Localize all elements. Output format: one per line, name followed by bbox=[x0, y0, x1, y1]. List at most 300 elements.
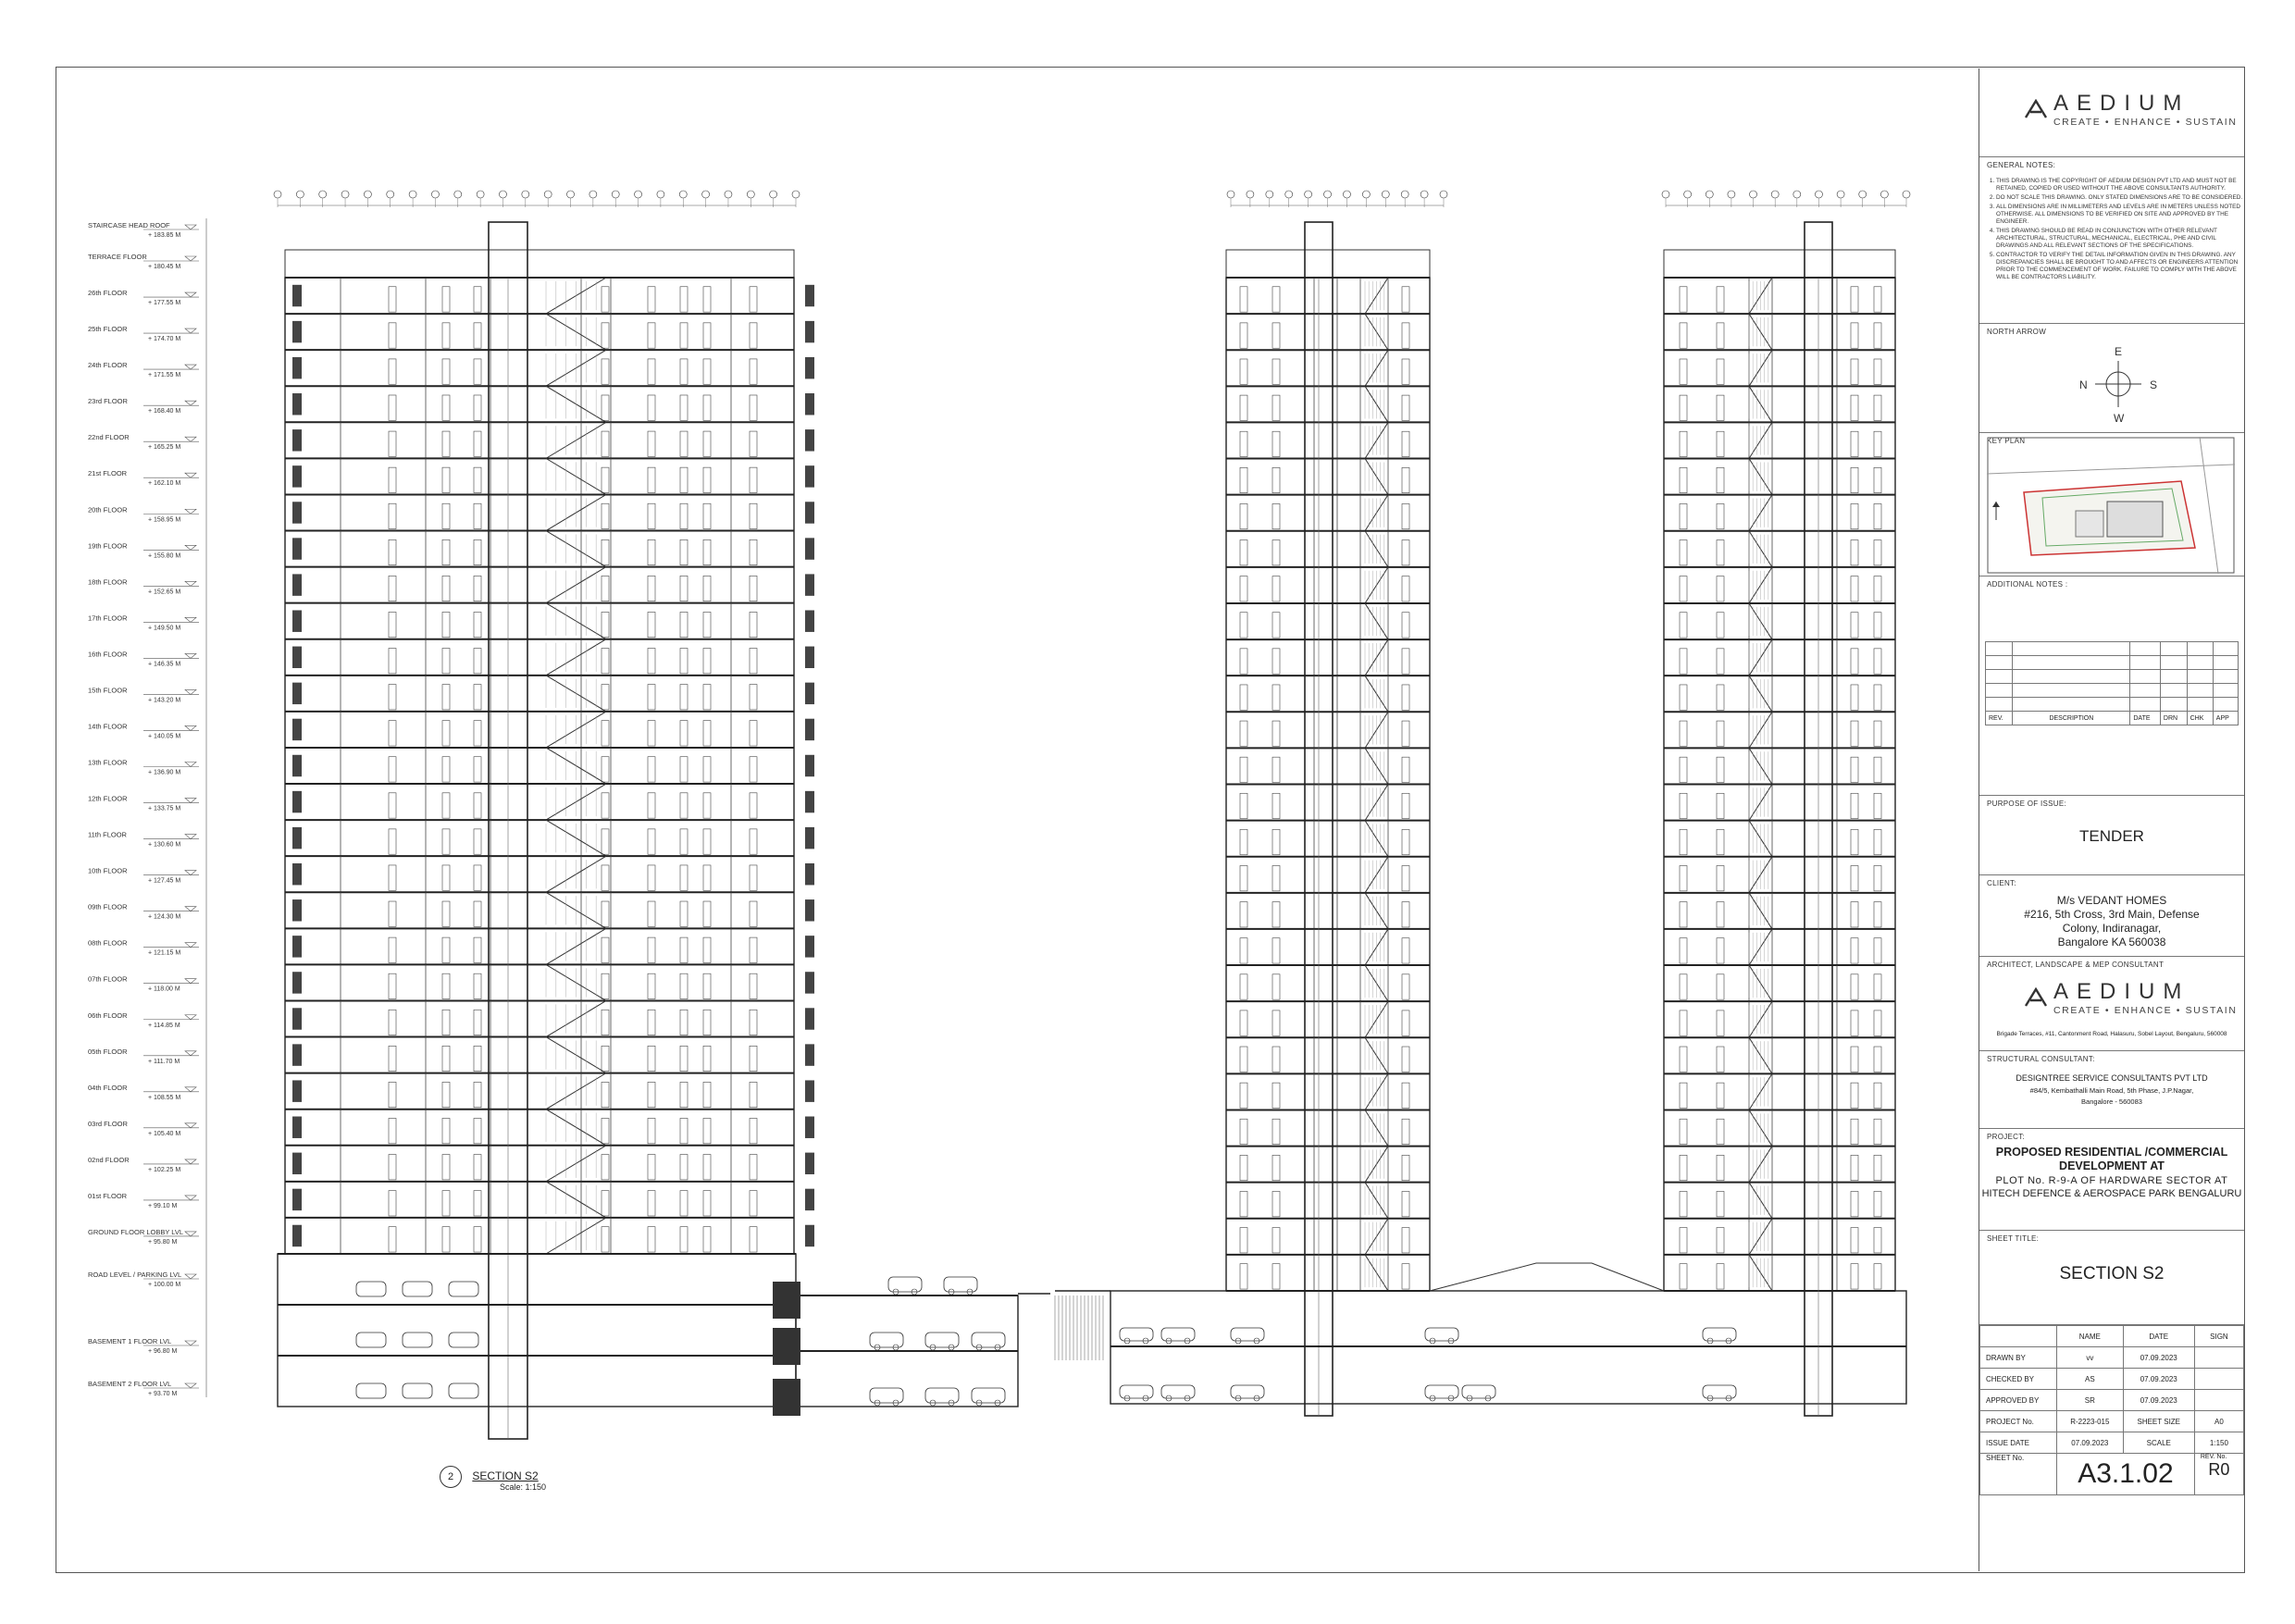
level-name: 23rd FLOOR bbox=[88, 397, 128, 406]
door bbox=[1680, 685, 1687, 710]
door bbox=[1680, 829, 1687, 854]
grid-bubble bbox=[1382, 191, 1389, 198]
level-name: 07th FLOOR bbox=[88, 974, 128, 984]
door bbox=[389, 1155, 396, 1180]
door bbox=[750, 1046, 757, 1071]
door bbox=[1680, 1119, 1687, 1144]
door bbox=[442, 937, 450, 962]
north-arrow-box bbox=[1979, 324, 2244, 433]
door bbox=[389, 685, 396, 710]
door bbox=[1680, 938, 1687, 963]
door bbox=[1272, 287, 1280, 312]
level-triangle bbox=[185, 1123, 196, 1128]
rev-no: R0 bbox=[2208, 1460, 2230, 1479]
parked-car bbox=[403, 1333, 432, 1347]
project-line: PLOT No. R-9-A OF HARDWARE SECTOR AT bbox=[1995, 1175, 2228, 1186]
door bbox=[389, 359, 396, 384]
level-triangle bbox=[185, 1051, 196, 1056]
door bbox=[1402, 721, 1409, 746]
door bbox=[474, 793, 481, 818]
door bbox=[1272, 467, 1280, 492]
client-address bbox=[1979, 894, 2244, 949]
level-value: + 95.80 M bbox=[148, 1238, 178, 1246]
window-pane bbox=[805, 647, 814, 668]
door bbox=[1272, 865, 1280, 890]
door bbox=[1680, 1191, 1687, 1216]
door bbox=[750, 612, 757, 637]
parked-car bbox=[356, 1282, 386, 1296]
level-triangle bbox=[185, 256, 196, 261]
compass-e: E bbox=[2115, 345, 2123, 358]
parked-car bbox=[1120, 1385, 1153, 1398]
door bbox=[1717, 1228, 1724, 1253]
note-item: 2. DO NOT SCALE THIS DRAWING. ONLY STATED DIMENSIONS ARE TO BE CONSIDERED. bbox=[1996, 194, 2244, 202]
door bbox=[474, 901, 481, 926]
door bbox=[602, 576, 609, 601]
window-pane bbox=[805, 1008, 814, 1029]
door bbox=[1240, 1264, 1247, 1289]
drawn-by-sign bbox=[2194, 1347, 2243, 1369]
level-name: 26th FLOOR bbox=[88, 289, 128, 298]
door bbox=[1402, 757, 1409, 782]
level-name: 01st FLOOR bbox=[88, 1191, 128, 1200]
door bbox=[1717, 323, 1724, 348]
door bbox=[389, 1082, 396, 1107]
door bbox=[1272, 902, 1280, 927]
roof-parapet bbox=[1664, 250, 1895, 278]
door bbox=[1240, 540, 1247, 565]
door bbox=[474, 721, 481, 746]
aedium-mark-icon bbox=[2024, 987, 2048, 1008]
level-value: + 165.25 M bbox=[148, 444, 181, 452]
door bbox=[1874, 576, 1881, 601]
door bbox=[1272, 757, 1280, 782]
door bbox=[389, 1046, 396, 1071]
door bbox=[474, 431, 481, 456]
door bbox=[680, 503, 688, 528]
level-triangle bbox=[185, 617, 196, 622]
door bbox=[1402, 1155, 1409, 1180]
door bbox=[602, 973, 609, 998]
roof-parapet bbox=[1226, 250, 1430, 278]
door bbox=[1680, 1264, 1687, 1289]
compass-s: S bbox=[2150, 378, 2158, 391]
door bbox=[1874, 1264, 1881, 1289]
tower-a-section bbox=[278, 222, 814, 1439]
door bbox=[1851, 395, 1858, 420]
door bbox=[648, 901, 655, 926]
door bbox=[648, 1046, 655, 1071]
grid-bubble bbox=[702, 191, 710, 198]
sheet-no: A3.1.02 bbox=[2057, 1454, 2195, 1495]
door bbox=[602, 612, 609, 637]
level-triangle bbox=[185, 225, 196, 229]
door bbox=[1680, 757, 1687, 782]
door bbox=[1240, 323, 1247, 348]
level-value: + 183.85 M bbox=[148, 232, 181, 239]
door bbox=[1240, 503, 1247, 528]
door bbox=[680, 1191, 688, 1216]
door bbox=[602, 431, 609, 456]
door bbox=[1272, 1083, 1280, 1108]
door bbox=[680, 1227, 688, 1252]
window-pane bbox=[292, 791, 302, 812]
window-pane bbox=[292, 1189, 302, 1210]
door bbox=[1272, 829, 1280, 854]
door bbox=[474, 685, 481, 710]
door bbox=[1402, 649, 1409, 674]
door bbox=[602, 539, 609, 564]
door bbox=[1402, 1264, 1409, 1289]
parked-car bbox=[1231, 1328, 1264, 1341]
door bbox=[648, 1155, 655, 1180]
door bbox=[648, 359, 655, 384]
client-line: Bangalore KA 560038 bbox=[2057, 936, 2166, 948]
door bbox=[680, 1010, 688, 1035]
door bbox=[602, 359, 609, 384]
window-pane bbox=[805, 1225, 814, 1246]
structural-address: #84/5, Kembathalli Main Road, 5th Phase, J.P.Nagar, bbox=[2029, 1086, 2194, 1095]
door bbox=[1272, 1010, 1280, 1035]
parked-car bbox=[1462, 1385, 1495, 1398]
door bbox=[1680, 1047, 1687, 1072]
door bbox=[474, 503, 481, 528]
level-name: 15th FLOOR bbox=[88, 686, 128, 695]
grid-bubble bbox=[1771, 191, 1779, 198]
door bbox=[1874, 1047, 1881, 1072]
architect-label: ARCHITECT, LANDSCAPE & MEP CONSULTANT bbox=[1987, 961, 2165, 969]
grid-bubble bbox=[679, 191, 687, 198]
window-pane bbox=[805, 719, 814, 740]
door bbox=[648, 431, 655, 456]
door bbox=[1402, 938, 1409, 963]
parked-car bbox=[1425, 1385, 1458, 1398]
door bbox=[1680, 359, 1687, 384]
window-pane bbox=[292, 538, 302, 559]
ramp-hatch bbox=[773, 1379, 800, 1416]
door bbox=[442, 359, 450, 384]
door bbox=[389, 829, 396, 854]
level-triangle bbox=[185, 871, 196, 875]
level-value: + 140.05 M bbox=[148, 733, 181, 740]
door bbox=[442, 649, 450, 674]
level-triangle bbox=[185, 473, 196, 477]
structural-label: STRUCTURAL CONSULTANT: bbox=[1987, 1055, 2095, 1063]
section-title: SECTION S2 bbox=[472, 1469, 539, 1482]
door bbox=[703, 1010, 711, 1035]
door bbox=[602, 793, 609, 818]
door bbox=[680, 757, 688, 782]
level-value: + 143.20 M bbox=[148, 697, 181, 704]
door bbox=[1680, 1083, 1687, 1108]
door bbox=[648, 503, 655, 528]
checked-by-date: 07.09.2023 bbox=[2123, 1369, 2194, 1390]
level-name: 11th FLOOR bbox=[88, 830, 127, 839]
door bbox=[389, 612, 396, 637]
door bbox=[1680, 431, 1687, 456]
door bbox=[1874, 540, 1881, 565]
door bbox=[1680, 540, 1687, 565]
door bbox=[1717, 540, 1724, 565]
door bbox=[474, 467, 481, 492]
door bbox=[703, 937, 711, 962]
section-scale: Scale: 1:150 bbox=[500, 1482, 547, 1492]
level-triangle bbox=[185, 1087, 196, 1092]
window-pane bbox=[805, 791, 814, 812]
door bbox=[680, 865, 688, 890]
grid-bubble bbox=[274, 191, 281, 198]
grid-bubble bbox=[296, 191, 304, 198]
window-pane bbox=[805, 972, 814, 993]
level-name: 10th FLOOR bbox=[88, 866, 128, 875]
door bbox=[1680, 1010, 1687, 1035]
door bbox=[1874, 1010, 1881, 1035]
door bbox=[703, 793, 711, 818]
door bbox=[442, 503, 450, 528]
door bbox=[680, 649, 688, 674]
parked-car bbox=[972, 1388, 1005, 1403]
door bbox=[1402, 576, 1409, 601]
level-value: + 127.45 M bbox=[148, 877, 181, 885]
door bbox=[1874, 865, 1881, 890]
door bbox=[750, 757, 757, 782]
window-pane bbox=[292, 429, 302, 451]
level-triangle bbox=[185, 1015, 196, 1020]
note-item: 1. THIS DRAWING IS THE COPYRIGHT OF AEDIUM DESIGN PVT LTD AND MUST NOT BE RETAINED, COPIED OR USED WITHOUT THE ABOVE CONSULTANTS AUTHORITY. bbox=[1996, 178, 2244, 192]
door bbox=[1272, 1191, 1280, 1216]
door bbox=[648, 576, 655, 601]
parked-car bbox=[972, 1333, 1005, 1347]
parked-car bbox=[925, 1388, 959, 1403]
level-name: 19th FLOOR bbox=[88, 541, 128, 551]
door bbox=[1717, 685, 1724, 710]
level-value: + 158.95 M bbox=[148, 516, 181, 524]
door bbox=[1272, 323, 1280, 348]
door bbox=[442, 721, 450, 746]
door bbox=[1874, 938, 1881, 963]
door bbox=[602, 865, 609, 890]
door bbox=[474, 395, 481, 420]
door bbox=[648, 649, 655, 674]
door bbox=[474, 359, 481, 384]
door bbox=[389, 503, 396, 528]
architect-address: Brigade Terraces, #11, Cantonment Road, Halasuru, Sobel Layout, Bengaluru, 560008 bbox=[1996, 1031, 2227, 1037]
door bbox=[680, 973, 688, 998]
door bbox=[442, 1082, 450, 1107]
door bbox=[474, 1155, 481, 1180]
level-value: + 124.30 M bbox=[148, 913, 181, 921]
door bbox=[1240, 649, 1247, 674]
grid-bubble bbox=[1285, 191, 1293, 198]
level-name: ROAD LEVEL / PARKING LVL bbox=[88, 1271, 182, 1279]
general-notes-label: GENERAL NOTES: bbox=[1987, 161, 2056, 169]
parked-car bbox=[1120, 1328, 1153, 1341]
door bbox=[1272, 540, 1280, 565]
window-pane bbox=[805, 1117, 814, 1138]
grid-bubble bbox=[612, 191, 619, 198]
grid-bubble bbox=[1305, 191, 1312, 198]
architect-box bbox=[1979, 957, 2244, 1051]
level-markers bbox=[88, 218, 206, 1397]
purpose-label: PURPOSE OF ISSUE: bbox=[1987, 800, 2067, 808]
window-pane bbox=[805, 899, 814, 921]
door bbox=[442, 1155, 450, 1180]
level-value: + 111.70 M bbox=[148, 1058, 180, 1065]
chk-header: CHK bbox=[2187, 712, 2213, 725]
level-triangle bbox=[185, 545, 196, 550]
door bbox=[389, 901, 396, 926]
door bbox=[1874, 902, 1881, 927]
grid-bubble bbox=[770, 191, 777, 198]
door bbox=[474, 1082, 481, 1107]
window-pane bbox=[805, 429, 814, 451]
window-pane bbox=[805, 1153, 814, 1174]
level-value: + 133.75 M bbox=[148, 805, 181, 812]
door bbox=[680, 1118, 688, 1143]
door bbox=[1874, 1228, 1881, 1253]
grid-bubble bbox=[454, 191, 462, 198]
tower-b-section bbox=[1055, 222, 1906, 1416]
ramp-hatch bbox=[773, 1328, 800, 1365]
door bbox=[703, 323, 711, 348]
window-pane bbox=[805, 502, 814, 523]
door bbox=[1240, 757, 1247, 782]
door bbox=[680, 323, 688, 348]
grid-bubble bbox=[409, 191, 416, 198]
grid-bubble bbox=[341, 191, 349, 198]
door bbox=[1272, 1155, 1280, 1180]
window-pane bbox=[805, 357, 814, 378]
door bbox=[1402, 323, 1409, 348]
level-triangle bbox=[185, 762, 196, 767]
door bbox=[1874, 649, 1881, 674]
door bbox=[703, 1046, 711, 1071]
level-triangle bbox=[185, 689, 196, 694]
door bbox=[1874, 829, 1881, 854]
door bbox=[1680, 649, 1687, 674]
door bbox=[703, 649, 711, 674]
logo-box bbox=[1979, 68, 2244, 157]
door bbox=[750, 395, 757, 420]
door bbox=[1717, 793, 1724, 818]
door bbox=[474, 937, 481, 962]
door bbox=[389, 865, 396, 890]
door bbox=[389, 576, 396, 601]
door bbox=[602, 1191, 609, 1216]
door bbox=[1240, 359, 1247, 384]
level-name: 18th FLOOR bbox=[88, 577, 128, 587]
window-pane bbox=[292, 972, 302, 993]
window-pane bbox=[805, 1189, 814, 1210]
door bbox=[703, 431, 711, 456]
door bbox=[680, 467, 688, 492]
window-pane bbox=[805, 1080, 814, 1101]
grid-bubble bbox=[1662, 191, 1669, 198]
key-plan-label: KEY PLAN bbox=[1987, 437, 2026, 445]
door bbox=[648, 1227, 655, 1252]
window-pane bbox=[805, 827, 814, 849]
door bbox=[602, 829, 609, 854]
general-notes-list bbox=[1987, 178, 2244, 283]
door bbox=[1272, 1119, 1280, 1144]
grid-bubble bbox=[1815, 191, 1822, 198]
grid-bubble bbox=[522, 191, 529, 198]
grid-bubble bbox=[319, 191, 327, 198]
grid-bubble bbox=[1903, 191, 1910, 198]
door bbox=[1402, 467, 1409, 492]
door bbox=[1717, 1119, 1724, 1144]
client-name: M/s VEDANT HOMES bbox=[2056, 894, 2167, 907]
door bbox=[474, 1046, 481, 1071]
door bbox=[1717, 757, 1724, 782]
door bbox=[648, 1191, 655, 1216]
grid-bubble bbox=[567, 191, 575, 198]
door bbox=[1851, 1047, 1858, 1072]
door bbox=[1851, 974, 1858, 999]
grid-bubble bbox=[1750, 191, 1757, 198]
parked-car bbox=[1161, 1385, 1195, 1398]
door bbox=[1851, 1119, 1858, 1144]
section-number-bubble: 2 bbox=[440, 1466, 462, 1488]
door bbox=[703, 576, 711, 601]
window-pane bbox=[805, 1044, 814, 1065]
door bbox=[648, 467, 655, 492]
door bbox=[703, 1227, 711, 1252]
level-triangle bbox=[185, 725, 196, 730]
door bbox=[680, 793, 688, 818]
door bbox=[1402, 395, 1409, 420]
door bbox=[474, 649, 481, 674]
door bbox=[750, 1082, 757, 1107]
door bbox=[1717, 1191, 1724, 1216]
approved-by-name: SR bbox=[2057, 1390, 2124, 1411]
parked-car bbox=[870, 1388, 903, 1403]
grid-bubble bbox=[1343, 191, 1350, 198]
level-value: + 152.65 M bbox=[148, 589, 181, 596]
window-pane bbox=[805, 936, 814, 957]
level-name: 04th FLOOR bbox=[88, 1083, 128, 1092]
door bbox=[442, 1046, 450, 1071]
parked-car bbox=[403, 1383, 432, 1398]
door bbox=[1402, 503, 1409, 528]
level-name: 12th FLOOR bbox=[88, 794, 128, 803]
door bbox=[1240, 613, 1247, 638]
window-pane bbox=[292, 1117, 302, 1138]
door bbox=[1874, 431, 1881, 456]
grid-bubble bbox=[657, 191, 664, 198]
level-triangle bbox=[185, 799, 196, 803]
door bbox=[1851, 1191, 1858, 1216]
door bbox=[680, 937, 688, 962]
window-pane bbox=[292, 1080, 302, 1101]
level-value: + 149.50 M bbox=[148, 625, 181, 632]
purpose-box bbox=[1979, 796, 2244, 875]
parked-car bbox=[449, 1333, 478, 1347]
level-name: 09th FLOOR bbox=[88, 902, 128, 911]
door bbox=[474, 1191, 481, 1216]
door bbox=[1402, 1010, 1409, 1035]
window-pane bbox=[292, 465, 302, 487]
door bbox=[602, 937, 609, 962]
door bbox=[1680, 613, 1687, 638]
key-plan-map bbox=[1987, 437, 2235, 574]
grid-bubble bbox=[1227, 191, 1234, 198]
level-value: + 174.70 M bbox=[148, 336, 181, 343]
approved-by-date: 07.09.2023 bbox=[2123, 1390, 2194, 1411]
level-name: 05th FLOOR bbox=[88, 1047, 128, 1056]
door bbox=[1402, 287, 1409, 312]
door bbox=[602, 649, 609, 674]
